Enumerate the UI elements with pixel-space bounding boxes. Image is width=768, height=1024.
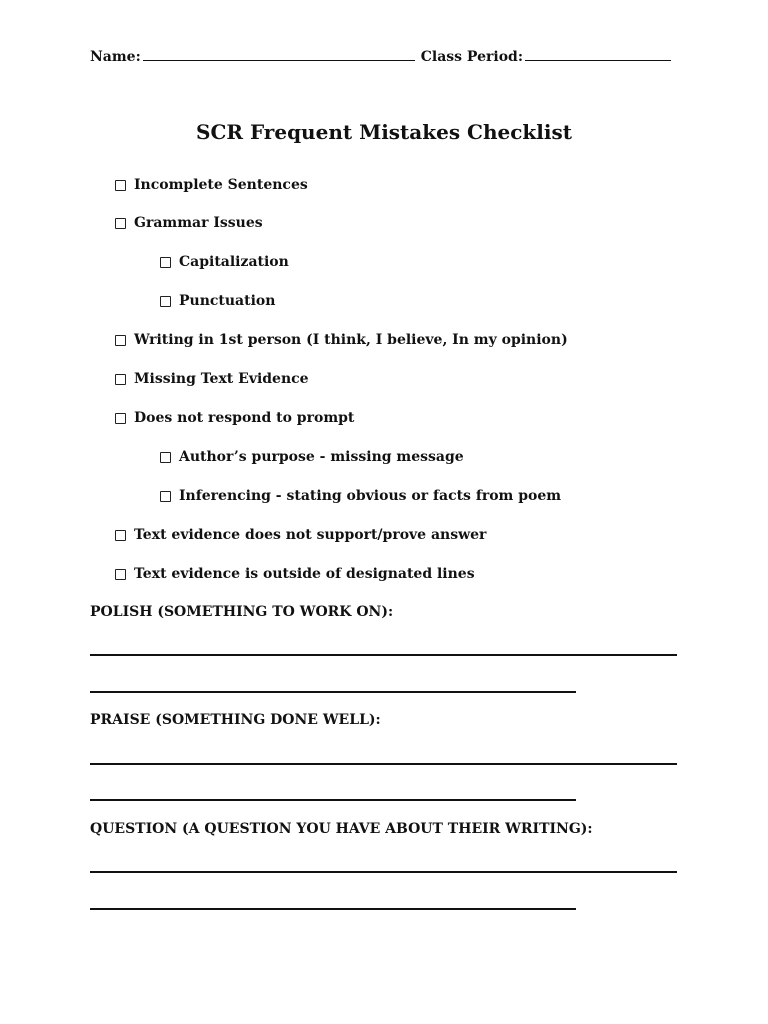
checklist-item-incomplete-sentences[interactable] — [115, 177, 308, 193]
checklist-item-writing-first-person[interactable] — [115, 332, 568, 348]
question-writing-line[interactable] — [90, 908, 576, 910]
checklist-item-label: Does not respond to prompt — [134, 410, 355, 426]
name-label: Name: — [90, 49, 141, 65]
checkbox[interactable] — [115, 569, 126, 580]
checkbox[interactable] — [160, 296, 171, 307]
checkbox[interactable] — [160, 491, 171, 502]
checklist-item-label: Text evidence is outside of designated lines — [134, 566, 475, 582]
name-blank-field[interactable] — [143, 47, 415, 61]
checklist-item-evidence-not-support[interactable] — [115, 527, 486, 543]
checklist-item-label: Text evidence does not support/prove answer — [134, 527, 487, 543]
checklist-item-capitalization[interactable] — [160, 254, 289, 270]
checklist-item-label: Writing in 1st person (I think, I believe, In my opinion) — [134, 332, 568, 348]
checklist-item-missing-text-evidence[interactable] — [115, 371, 309, 387]
polish-section-label: POLISH (SOMETHING TO WORK ON): — [90, 604, 394, 620]
checkbox[interactable] — [160, 257, 171, 268]
checkbox[interactable] — [115, 374, 126, 385]
checklist-item-evidence-outside-lines[interactable] — [115, 566, 475, 582]
class-period-label: Class Period: — [420, 49, 523, 65]
checklist-item-label: Punctuation — [179, 293, 276, 309]
question-section-label: QUESTION (A QUESTION YOU HAVE ABOUT THEIR WRITING): — [90, 821, 593, 837]
checklist-item-grammar-issues[interactable] — [115, 215, 263, 231]
checklist-item-label: Missing Text Evidence — [134, 371, 309, 387]
praise-writing-line[interactable] — [90, 763, 677, 765]
checklist-item-label: Author’s purpose - missing message — [179, 449, 464, 465]
checkbox[interactable] — [115, 218, 126, 229]
header-fields — [90, 47, 673, 65]
checklist-item-inferencing[interactable] — [160, 488, 561, 504]
checkbox[interactable] — [160, 452, 171, 463]
checklist-item-punctuation[interactable] — [160, 293, 275, 309]
class-period-blank-field[interactable] — [525, 47, 671, 61]
question-writing-line[interactable] — [90, 871, 677, 873]
checkbox[interactable] — [115, 413, 126, 424]
checklist-item-label: Grammar Issues — [134, 215, 263, 231]
checklist-item-authors-purpose[interactable] — [160, 449, 464, 465]
polish-writing-line[interactable] — [90, 691, 576, 693]
praise-writing-line[interactable] — [90, 799, 576, 801]
checkbox[interactable] — [115, 530, 126, 541]
checklist-item-label: Inferencing - stating obvious or facts from poem — [179, 488, 562, 504]
checklist-item-label: Capitalization — [179, 254, 289, 270]
checklist-item-label: Incomplete Sentences — [134, 177, 308, 193]
praise-section-label: PRAISE (SOMETHING DONE WELL): — [90, 712, 381, 728]
polish-writing-line[interactable] — [90, 654, 677, 656]
page-title: SCR Frequent Mistakes Checklist — [196, 120, 572, 144]
checkbox[interactable] — [115, 335, 126, 346]
checklist-item-does-not-respond[interactable] — [115, 410, 354, 426]
checkbox[interactable] — [115, 180, 126, 191]
